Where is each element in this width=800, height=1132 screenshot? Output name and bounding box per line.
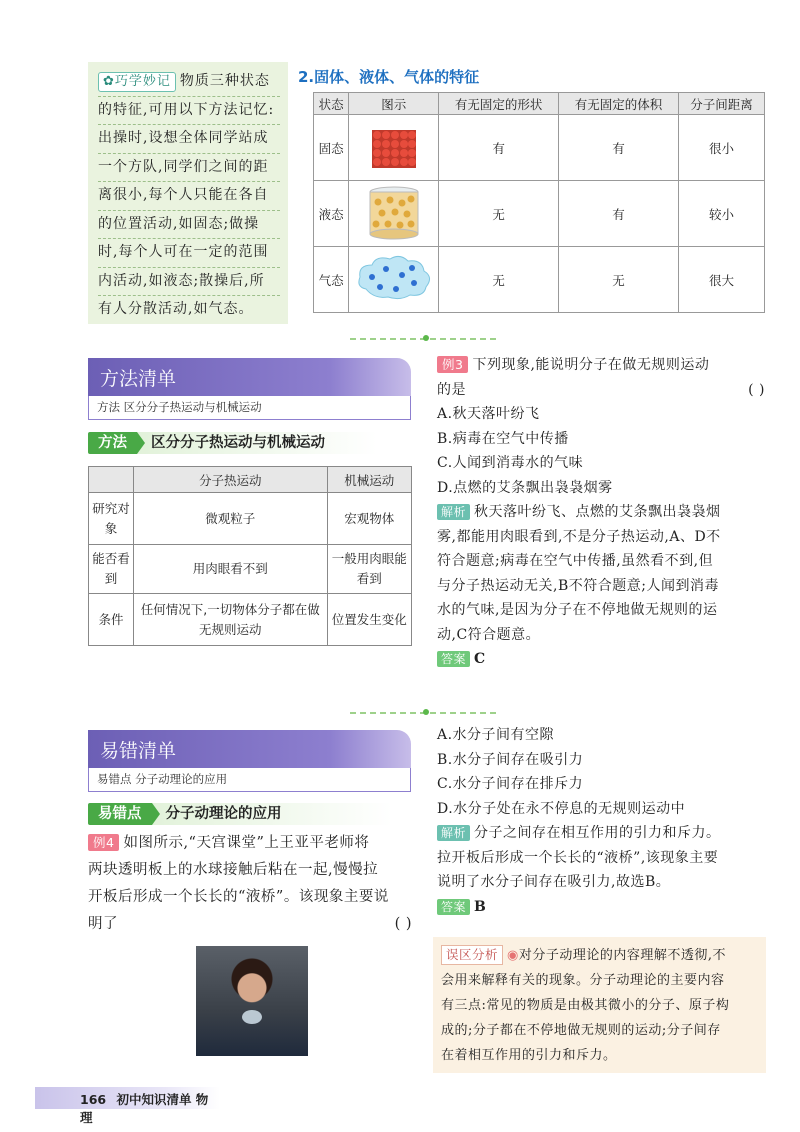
table-row: 能否看到 用肉眼看不到 一般用肉眼能看到 xyxy=(89,545,412,594)
method-table xyxy=(88,466,412,646)
mnemonic-line: 有人分散活动,如气态。 xyxy=(98,301,254,317)
method-list-band: 方法清单 xyxy=(88,358,411,396)
question-line: 的是 ( ) xyxy=(437,381,765,398)
analysis-line: 与分子热运动无关,B不符合题意;人闻到消毒 xyxy=(437,577,719,594)
analysis-line: 水的气味,是因为分子在不停地做无规则的运 xyxy=(437,602,718,618)
option: D.水分子处在永不停息的无规则运动中 xyxy=(437,800,686,817)
answer-line: 答案 C xyxy=(437,647,765,672)
mnemonic-line: 的特征,可用以下方法记忆: xyxy=(98,97,280,126)
space-class-photo xyxy=(196,946,308,1056)
table-header: 有无固定的形状 xyxy=(439,93,559,115)
method-list-subtitle: 方法 区分分子热运动与机械运动 xyxy=(88,396,411,420)
page-footer xyxy=(35,1087,220,1125)
book-title: 初中知识清单 物理 xyxy=(80,1092,209,1125)
table-row: 液态 无 有 较小 xyxy=(314,181,765,247)
answer-line: 答案 B xyxy=(437,895,765,920)
question-line: 例4 如图所示,“天宫课堂”上王亚平老师将 xyxy=(88,830,412,857)
analysis-line: 雾,都能用肉眼看到,不是分子热运动,A、D不 xyxy=(437,528,721,545)
page-number: 166 xyxy=(80,1092,107,1107)
answer-tag: 答案 xyxy=(437,651,470,667)
section-divider xyxy=(350,712,496,714)
option: A.水分子间有空隙 xyxy=(437,727,555,743)
mnemonic-box xyxy=(88,62,288,324)
example-4-options xyxy=(437,723,765,919)
misconception-line: 会用来解释有关的现象。分子动理论的主要内容 xyxy=(441,973,725,988)
section-title: 2.固体、液体、气体的特征 xyxy=(298,68,480,86)
mnemonic-line: 内活动,如液态;散操后,所 xyxy=(98,268,280,297)
mistake-heading xyxy=(88,803,392,825)
method-heading xyxy=(88,432,377,454)
method-heading-text: 区分分子热运动与机械运动 xyxy=(137,432,377,454)
table-row: 研究对象 微观粒子 宏观物体 xyxy=(89,493,412,545)
question-line: 两块透明板上的水球接触后粘在一起,慢慢拉 xyxy=(88,862,379,878)
table-row: 条件 任何情况下,一切物体分子都在做无规则运动 位置发生变化 xyxy=(89,594,412,646)
option: B.水分子间存在吸引力 xyxy=(437,751,584,768)
table-header: 机械运动 xyxy=(327,467,411,493)
option: C.水分子间存在排斥力 xyxy=(437,776,584,792)
example-tag: 例3 xyxy=(437,356,468,373)
analysis-line: 解析 分子之间存在相互作用的引力和斥力。 xyxy=(437,821,765,846)
table-header xyxy=(89,467,134,493)
answer-tag: 答案 xyxy=(437,899,470,915)
table-row: 固态 有 有 很小 xyxy=(314,115,765,181)
mnemonic-line: ✿巧学妙记 物质三种状态 xyxy=(98,68,280,97)
mnemonic-tag: ✿巧学妙记 xyxy=(98,72,176,92)
analysis-line: 说明了水分子间存在吸引力,故选B。 xyxy=(437,874,671,890)
method-tag: 方法 xyxy=(88,432,137,454)
misconception-line: 误区分析 ◉对分子动理论的内容理解不透彻,不 xyxy=(441,943,758,968)
option: B.病毒在空气中传播 xyxy=(437,430,569,447)
mnemonic-line: 离很小,每个人只能在各自 xyxy=(98,182,280,211)
section-divider xyxy=(350,338,496,340)
table-header: 有无固定的体积 xyxy=(559,93,679,115)
misconception-line: 有三点:常见的物质是由极其微小的分子、原子构 xyxy=(441,998,730,1013)
option: A.秋天落叶纷飞 xyxy=(437,406,540,422)
example-3 xyxy=(437,353,765,672)
table-header: 分子热运动 xyxy=(134,467,328,493)
table-header: 状态 xyxy=(314,93,349,115)
states-table xyxy=(313,92,765,313)
mistake-list-band: 易错清单 xyxy=(88,730,411,768)
mistake-list-subtitle: 易错点 分子动理论的应用 xyxy=(88,768,411,792)
solid-illustration xyxy=(349,115,439,181)
liquid-illustration xyxy=(349,181,439,247)
mnemonic-line: 一个方队,同学们之间的距 xyxy=(98,154,280,183)
analysis-tag: 解析 xyxy=(437,825,470,841)
analysis-line: 解析 秋天落叶纷飞、点燃的艾条飘出袅袅烟 xyxy=(437,500,765,525)
gas-illustration xyxy=(349,247,439,313)
table-header: 分子间距离 xyxy=(678,93,764,115)
example-tag: 例4 xyxy=(88,834,119,851)
mistake-tag: 易错点 xyxy=(88,803,152,825)
analysis-line: 动,C符合题意。 xyxy=(437,626,541,643)
misconception-tag: 误区分析 xyxy=(441,945,503,965)
option: C.人闻到消毒水的气味 xyxy=(437,455,584,471)
mnemonic-line: 出操时,设想全体同学站成 xyxy=(98,125,280,154)
table-row: 气态 无 无 很大 xyxy=(314,247,765,313)
mnemonic-line: 时,每个人可在一定的范围 xyxy=(98,239,280,268)
option: D.点燃的艾条飘出袅袅烟雾 xyxy=(437,479,613,496)
question-line: 开板后形成一个长长的“液桥”。该现象主要说 xyxy=(88,889,389,905)
analysis-line: 符合题意;病毒在空气中传播,虽然看不到,但 xyxy=(437,553,714,569)
analysis-line: 拉开板后形成一个长长的“液桥”,该现象主要 xyxy=(437,849,719,866)
example-4 xyxy=(88,830,412,938)
misconception-line: 在着相互作用的引力和斥力。 xyxy=(441,1048,617,1063)
mistake-heading-text: 分子动理论的应用 xyxy=(152,803,392,825)
table-header: 图示 xyxy=(349,93,439,115)
question-line: 例3 下列现象,能说明分子在做无规则运动 xyxy=(437,353,765,378)
misconception-box xyxy=(433,937,766,1073)
misconception-line: 成的;分子都在不停地做无规则的运动;分子间存 xyxy=(441,1023,721,1038)
analysis-tag: 解析 xyxy=(437,504,470,520)
mnemonic-line: 的位置活动,如固态;做操 xyxy=(98,211,280,240)
question-line: 明了 ( ) xyxy=(88,916,412,932)
